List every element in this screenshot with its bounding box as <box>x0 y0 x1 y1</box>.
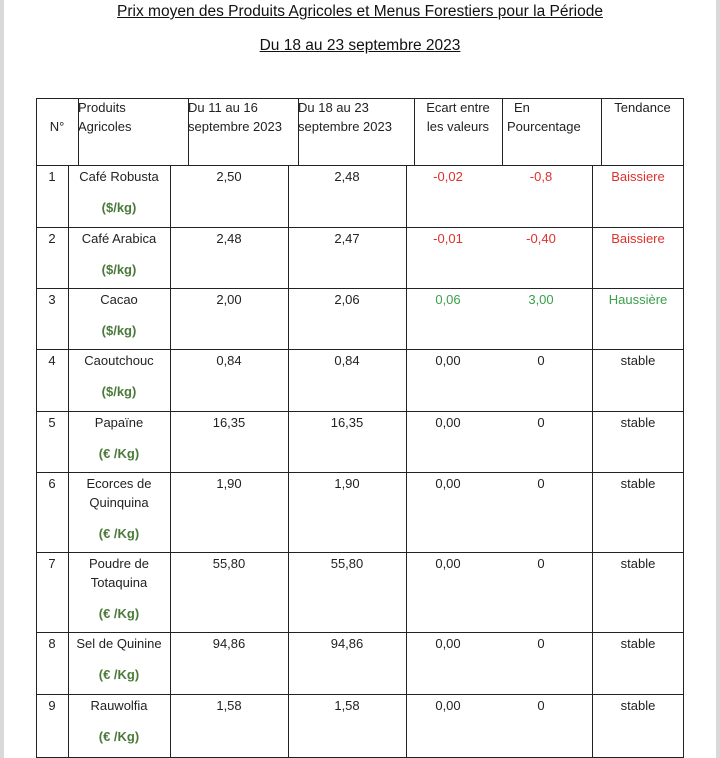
percent-value: 3,00 <box>528 292 554 307</box>
row-number: 6 <box>48 476 56 491</box>
table-row <box>36 633 684 695</box>
price-week1: 2,50 <box>216 169 242 184</box>
header-periode2 <box>298 98 414 136</box>
table-row <box>36 553 684 633</box>
price-week2: 2,06 <box>334 292 360 307</box>
header-periode1-line1: Du 11 au 16 <box>188 100 258 115</box>
header-num <box>36 117 78 136</box>
product-name-line: Quinquina <box>89 495 149 510</box>
ecart-value: 0,00 <box>435 698 461 713</box>
header-periode1-line2: septembre 2023 <box>188 119 282 134</box>
document-title: Prix moyen des Produits Agricoles et Menus Forestiers pour la Période <box>117 3 603 20</box>
product-name-cell <box>68 474 170 543</box>
product-name-cell <box>68 413 170 463</box>
header-pourcentage-line2: Pourcentage <box>507 119 581 134</box>
page-edge-left <box>0 0 4 758</box>
percent-value: 0 <box>537 636 545 651</box>
product-unit: (€ /Kg) <box>98 667 140 682</box>
price-week1: 2,00 <box>216 292 242 307</box>
row-number: 1 <box>48 169 56 184</box>
price-week1: 0,84 <box>216 353 242 368</box>
header-periode2-line2: septembre 2023 <box>298 119 392 134</box>
document-subtitle: Du 18 au 23 septembre 2023 <box>259 37 461 54</box>
product-unit: ($/kg) <box>101 200 137 215</box>
percent-value: 0 <box>537 476 545 491</box>
price-week2: 94,86 <box>330 636 364 651</box>
price-week1: 94,86 <box>212 636 246 651</box>
row-number: 9 <box>48 698 56 713</box>
price-week2: 55,80 <box>330 556 364 571</box>
header-pourcentage-line1: En <box>514 100 530 115</box>
table-row <box>36 412 684 473</box>
header-pourcentage <box>502 98 601 136</box>
table-row <box>36 166 684 228</box>
row-number: 5 <box>48 415 56 430</box>
product-unit: ($/kg) <box>101 384 137 399</box>
product-unit: (€ /Kg) <box>98 606 140 621</box>
row-number: 2 <box>48 231 56 246</box>
price-week1: 1,58 <box>216 698 242 713</box>
header-periode2-line1: Du 18 au 23 <box>298 100 369 115</box>
tendance-value: Baissiere <box>611 169 665 184</box>
product-name-cell <box>68 229 170 279</box>
percent-value: 0 <box>537 353 545 368</box>
product-name-cell <box>68 351 170 401</box>
table-row <box>36 695 684 758</box>
tendance-value: Haussière <box>608 292 668 307</box>
percent-value: -0,40 <box>526 231 556 246</box>
page-edge-right <box>716 0 720 758</box>
product-unit: ($/kg) <box>101 262 137 277</box>
header-num-label: N° <box>49 119 65 134</box>
ecart-value: 0,06 <box>435 292 461 307</box>
product-unit: (€ /Kg) <box>98 446 140 461</box>
header-produits-line1: Produits <box>78 100 126 115</box>
product-name-line: Rauwolfia <box>90 698 148 713</box>
product-name-line: Café Robusta <box>79 169 159 184</box>
table-row <box>36 350 684 412</box>
price-week1: 2,48 <box>216 231 242 246</box>
row-number: 8 <box>48 636 56 651</box>
tendance-value: stable <box>620 698 656 713</box>
product-name-cell <box>68 290 170 340</box>
product-name-line: Ecorces de <box>86 476 152 491</box>
row-number: 4 <box>48 353 56 368</box>
ecart-value: 0,00 <box>435 636 461 651</box>
product-unit: (€ /Kg) <box>98 729 140 744</box>
ecart-value: -0,02 <box>433 169 463 184</box>
header-produits <box>78 98 188 136</box>
product-name-line: Totaquina <box>90 575 148 590</box>
price-week2: 0,84 <box>334 353 360 368</box>
header-tendance-label: Tendance <box>614 100 671 115</box>
product-name-line: Sel de Quinine <box>76 636 162 651</box>
percent-value: 0 <box>537 415 545 430</box>
price-week2: 2,47 <box>334 231 360 246</box>
product-name-line: Poudre de <box>89 556 149 571</box>
tendance-value: stable <box>620 476 656 491</box>
tendance-value: stable <box>620 353 656 368</box>
tendance-value: Baissiere <box>611 231 665 246</box>
price-week2: 2,48 <box>334 169 360 184</box>
table-row <box>36 289 684 350</box>
row-number: 3 <box>48 292 56 307</box>
table-row <box>36 228 684 289</box>
product-name-cell <box>68 554 170 623</box>
product-name-line: Cacao <box>100 292 138 307</box>
price-week2: 16,35 <box>330 415 364 430</box>
header-ecart-line2: les valeurs <box>426 119 490 134</box>
price-week1: 1,90 <box>216 476 242 491</box>
ecart-value: 0,00 <box>435 556 461 571</box>
percent-value: -0,8 <box>529 169 553 184</box>
product-unit: (€ /Kg) <box>98 526 140 541</box>
product-name-cell <box>68 634 170 684</box>
header-produits-line2: Agricoles <box>78 119 132 134</box>
header-periode1 <box>188 98 298 136</box>
table-header <box>36 98 684 166</box>
row-number: 7 <box>48 556 56 571</box>
product-name-cell <box>68 696 170 746</box>
percent-value: 0 <box>537 556 545 571</box>
header-ecart-line1: Ecart entre <box>426 100 490 115</box>
ecart-value: -0,01 <box>433 231 463 246</box>
header-tendance <box>601 98 684 117</box>
product-name-line: Papaïne <box>94 415 144 430</box>
price-week1: 55,80 <box>212 556 246 571</box>
ecart-value: 0,00 <box>435 353 461 368</box>
product-name-cell <box>68 167 170 217</box>
percent-value: 0 <box>537 698 545 713</box>
price-week1: 16,35 <box>212 415 246 430</box>
table-row <box>36 473 684 553</box>
tendance-value: stable <box>620 636 656 651</box>
price-week2: 1,90 <box>334 476 360 491</box>
product-unit: ($/kg) <box>101 323 137 338</box>
header-ecart <box>414 98 502 136</box>
product-name-line: Caoutchouc <box>84 353 154 368</box>
ecart-value: 0,00 <box>435 415 461 430</box>
price-week2: 1,58 <box>334 698 360 713</box>
tendance-value: stable <box>620 415 656 430</box>
ecart-value: 0,00 <box>435 476 461 491</box>
product-name-line: Café Arabica <box>81 231 157 246</box>
tendance-value: stable <box>620 556 656 571</box>
